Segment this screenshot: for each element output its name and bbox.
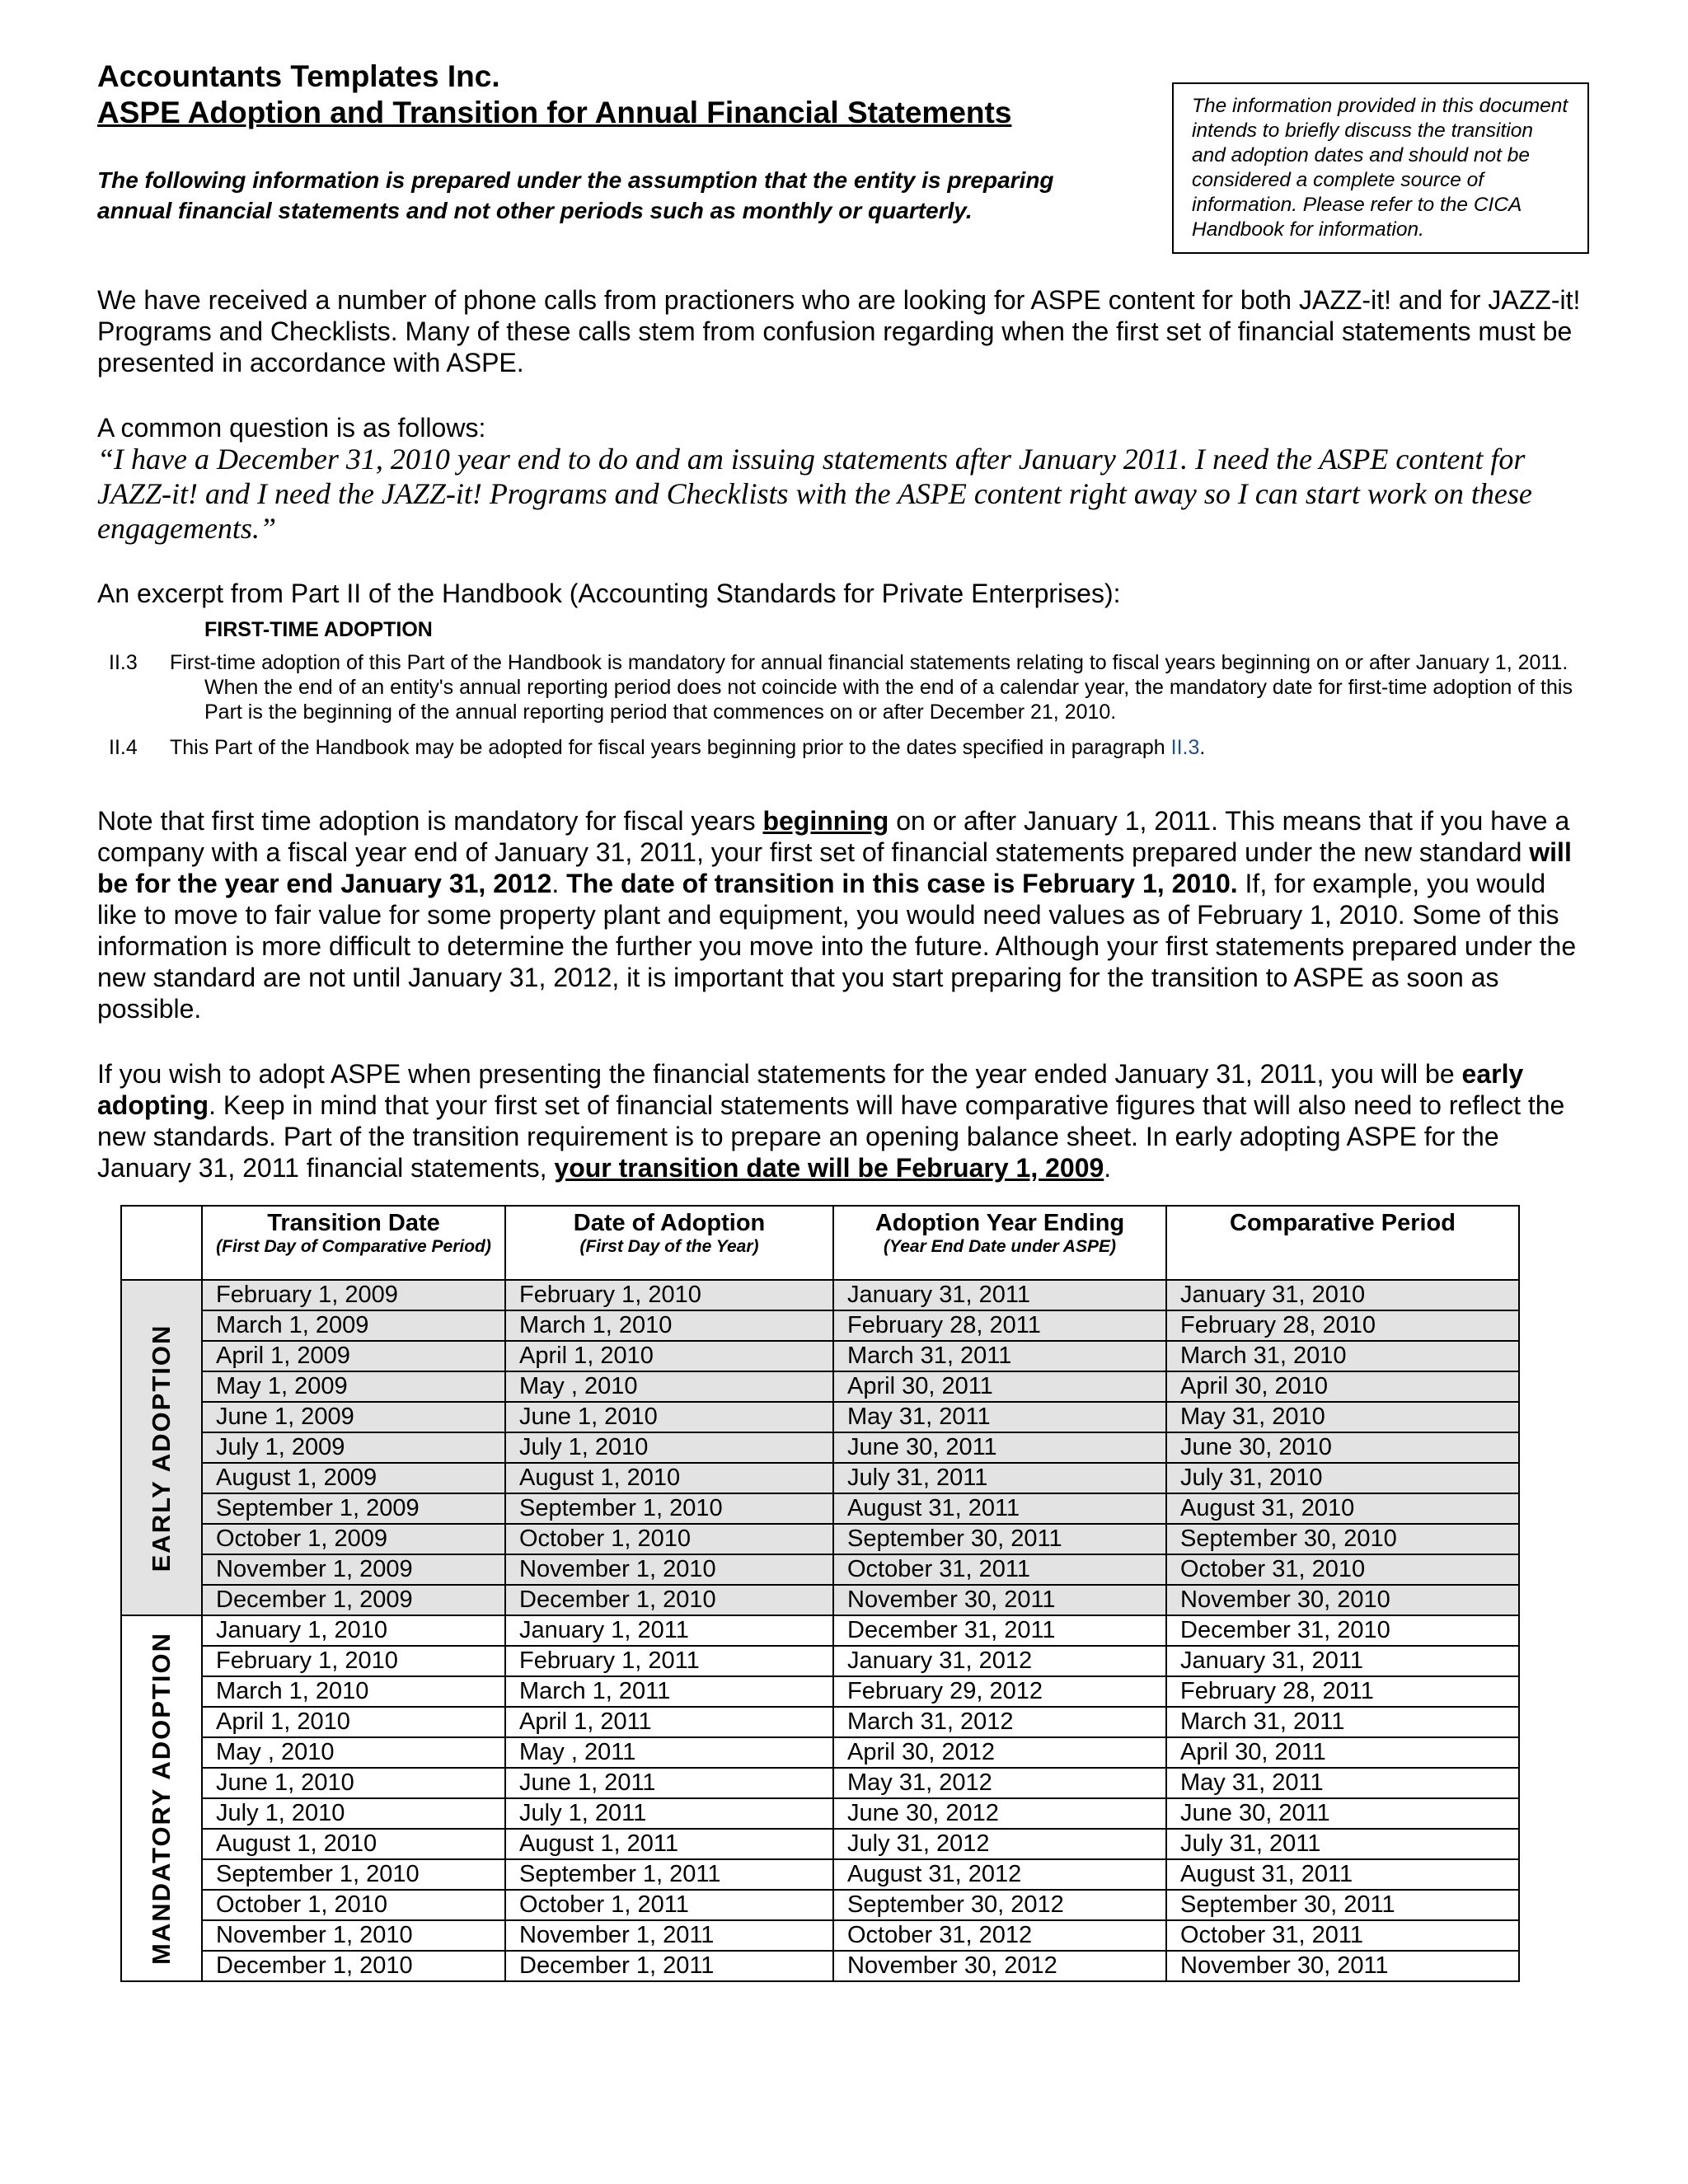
header-title: Adoption Year Ending: [874, 1210, 1125, 1236]
table-cell: November 1, 2010: [505, 1554, 833, 1585]
table-body: [121, 1280, 1519, 1981]
table-cell: June 30, 2010: [1166, 1432, 1519, 1463]
table-cell: June 30, 2011: [1166, 1798, 1519, 1829]
paragraph-ii4-text: [170, 735, 1571, 760]
table-cell: September 30, 2011: [1166, 1890, 1519, 1920]
note-paragraph: [97, 805, 1589, 1024]
table-row: [121, 1737, 1519, 1768]
table-cell: June 30, 2011: [833, 1432, 1166, 1463]
table-row: [121, 1402, 1519, 1432]
table-row: [121, 1524, 1519, 1554]
company-name: Accountants Templates Inc.: [97, 59, 500, 93]
table-cell: February 1, 2009: [202, 1280, 505, 1310]
table-cell: May 31, 2011: [833, 1402, 1166, 1432]
table-cell: February 28, 2011: [833, 1310, 1166, 1341]
table-cell: September 1, 2010: [505, 1493, 833, 1524]
table-cell: August 31, 2010: [1166, 1493, 1519, 1524]
table-row: [121, 1798, 1519, 1829]
table-cell: May , 2010: [202, 1737, 505, 1768]
table-cell: July 31, 2011: [833, 1463, 1166, 1493]
table-cell: January 1, 2011: [505, 1615, 833, 1646]
table-cell: November 30, 2011: [1166, 1951, 1519, 1981]
table-cell: August 31, 2011: [833, 1493, 1166, 1524]
table-cell: September 30, 2012: [833, 1890, 1166, 1920]
assumption-line-1: The following information is prepared under the assumption that the entity is preparing: [97, 167, 1054, 193]
table-row: [121, 1371, 1519, 1402]
example-quote: “I have a December 31, 2010 year end to do and am issuing statements after January 2011. I need the ASPE content for JAZZ-it! and I need the JAZZ-it! Programs and Checklists with the ASPE content right away so I can start work on these engagements.”: [97, 443, 1532, 545]
table-row: [121, 1829, 1519, 1859]
table-cell: August 1, 2010: [202, 1829, 505, 1859]
table-cell: August 1, 2009: [202, 1463, 505, 1493]
table-row: [121, 1707, 1519, 1737]
table-cell: February 1, 2010: [505, 1280, 833, 1310]
header-subtitle: (First Day of the Year): [579, 1237, 759, 1256]
table-cell: April 30, 2011: [1166, 1737, 1519, 1768]
note-emphasis-year-end: will be for the year end January 31, 2012: [97, 837, 1572, 898]
table-cell: October 1, 2009: [202, 1524, 505, 1554]
table-row: [121, 1951, 1519, 1981]
table-cell: May 31, 2010: [1166, 1402, 1519, 1432]
table-cell: March 31, 2011: [833, 1341, 1166, 1371]
table-cell: June 30, 2012: [833, 1798, 1166, 1829]
table-cell: April 1, 2009: [202, 1341, 505, 1371]
disclaimer-box: The information provided in this document intends to briefly discuss the transition and adoption dates and should not be considered a complete source of information. Please refer to the CICA Handbook for information.: [1172, 82, 1589, 254]
table-cell: September 1, 2010: [202, 1859, 505, 1890]
table-row: [121, 1310, 1519, 1341]
table-cell: January 31, 2010: [1166, 1280, 1519, 1310]
question-lead: A common question is as follows:: [97, 413, 486, 443]
note-text-1: Note that first time adoption is mandatory for fiscal years: [97, 806, 763, 836]
table-cell: July 31, 2010: [1166, 1463, 1519, 1493]
table-cell: April 30, 2012: [833, 1737, 1166, 1768]
table-cell: September 30, 2010: [1166, 1524, 1519, 1554]
table-cell: August 31, 2012: [833, 1859, 1166, 1890]
table-row: [121, 1646, 1519, 1676]
paragraph-number-ii3: II.3: [109, 651, 138, 674]
table-cell: March 1, 2010: [202, 1676, 505, 1707]
paragraph-ii3-link[interactable]: II.3: [1170, 736, 1200, 759]
table-cell: September 1, 2009: [202, 1493, 505, 1524]
table-cell: March 1, 2009: [202, 1310, 505, 1341]
table-row: [121, 1280, 1519, 1310]
table-cell: December 1, 2010: [202, 1951, 505, 1981]
table-cell: March 31, 2011: [1166, 1707, 1519, 1737]
table-cell: March 31, 2010: [1166, 1341, 1519, 1371]
table-cell: May , 2010: [505, 1371, 833, 1402]
transition-table: [120, 1205, 1520, 1982]
early-text-1: If you wish to adopt ASPE when presenting the financial statements for the year ended January 31, 2011, you will be: [97, 1059, 1462, 1089]
table-cell: June 1, 2010: [202, 1768, 505, 1798]
table-row: [121, 1676, 1519, 1707]
table-cell: December 1, 2009: [202, 1585, 505, 1615]
table-cell: October 31, 2010: [1166, 1554, 1519, 1585]
table-cell: August 1, 2011: [505, 1829, 833, 1859]
table-row: [121, 1768, 1519, 1798]
note-text-3: .: [551, 869, 567, 898]
table-row: [121, 1859, 1519, 1890]
table-cell: March 1, 2010: [505, 1310, 833, 1341]
table-header-row: [121, 1206, 1519, 1280]
table-cell: January 1, 2010: [202, 1615, 505, 1646]
table-cell: April 30, 2010: [1166, 1371, 1519, 1402]
table-row: [121, 1585, 1519, 1615]
table-cell: October 1, 2010: [202, 1890, 505, 1920]
table-cell: September 30, 2011: [833, 1524, 1166, 1554]
table-cell: April 30, 2011: [833, 1371, 1166, 1402]
note-text-4: If, for example, you would like to move to fair value for some property plant and equipment, you would need values as of February 1, 2010. Some of this information is more difficult to determine the further you move into the future. Although your first statements prepared under the new standard are not until January 31, 2012, it is important that you start preparing for the transition to ASPE as soon as possible.: [97, 869, 1577, 1024]
table-cell: November 1, 2010: [202, 1920, 505, 1951]
table-cell: May 1, 2009: [202, 1371, 505, 1402]
table-cell: February 1, 2010: [202, 1646, 505, 1676]
table-cell: May 31, 2011: [1166, 1768, 1519, 1798]
table-cell: December 1, 2011: [505, 1951, 833, 1981]
handbook-lead: An excerpt from Part II of the Handbook (Accounting Standards for Private Enterprises):: [97, 579, 1121, 608]
table-cell: April 1, 2010: [202, 1707, 505, 1737]
table-cell: June 1, 2010: [505, 1402, 833, 1432]
table-row: [121, 1554, 1519, 1585]
table-cell: May , 2011: [505, 1737, 833, 1768]
table-cell: January 31, 2012: [833, 1646, 1166, 1676]
table-cell: October 1, 2010: [505, 1524, 833, 1554]
table-cell: April 1, 2011: [505, 1707, 833, 1737]
table-row: [121, 1463, 1519, 1493]
header-subtitle: (Year End Date under ASPE): [883, 1237, 1116, 1256]
table-cell: March 31, 2012: [833, 1707, 1166, 1737]
header-comparative-period: [1166, 1206, 1519, 1280]
note-emphasis-transition: The date of transition in this case is February 1, 2010.: [566, 869, 1238, 898]
table-cell: February 28, 2010: [1166, 1310, 1519, 1341]
table-cell: December 31, 2011: [833, 1615, 1166, 1646]
table-cell: October 31, 2012: [833, 1920, 1166, 1951]
header-subtitle: (First Day of Comparative Period): [216, 1237, 491, 1256]
handbook-heading: FIRST-TIME ADOPTION: [204, 618, 433, 641]
early-text-2: . Keep in mind that your first set of financial statements will have comparative figures that will also need to reflect the new standards. Part of the transition requirement is to prepare an opening balance sheet. In early adopting ASPE for the January 31, 2011 financial statements,: [97, 1090, 1565, 1183]
table-row: [121, 1890, 1519, 1920]
early-adoption-paragraph: [97, 1058, 1589, 1183]
table-cell: March 1, 2011: [505, 1676, 833, 1707]
table-cell: January 31, 2011: [833, 1280, 1166, 1310]
early-text-3: .: [1104, 1153, 1112, 1183]
table-cell: February 28, 2011: [1166, 1676, 1519, 1707]
table-cell: February 29, 2012: [833, 1676, 1166, 1707]
table-corner-cell: [121, 1206, 202, 1280]
assumption-line-2: annual financial statements and not other periods such as monthly or quarterly.: [97, 198, 973, 223]
early-adoption-label-cell: [121, 1280, 202, 1615]
table-row: [121, 1493, 1519, 1524]
table-cell: July 31, 2011: [1166, 1829, 1519, 1859]
table-cell: July 1, 2009: [202, 1432, 505, 1463]
mandatory-adoption-label: MANDATORY ADOPTION: [147, 1632, 176, 1965]
note-text-2: on or after January 1, 2011. This means that if you have a company with a fiscal year end of January 31, 2011, your first set of financial statements prepared under the new standard: [97, 806, 1570, 867]
early-emphasis-transition-date: your transition date will be February 1, 2009: [554, 1153, 1104, 1183]
table-cell: October 31, 2011: [1166, 1920, 1519, 1951]
table-cell: January 31, 2011: [1166, 1646, 1519, 1676]
assumption-note: [97, 165, 1136, 226]
early-adoption-label: EARLY ADOPTION: [147, 1324, 176, 1572]
table-cell: December 31, 2010: [1166, 1615, 1519, 1646]
table-cell: May 31, 2012: [833, 1768, 1166, 1798]
table-cell: October 1, 2011: [505, 1890, 833, 1920]
table-cell: November 30, 2011: [833, 1585, 1166, 1615]
paragraph-ii4-body: This Part of the Handbook may be adopted for fiscal years beginning prior to the dates specified in paragraph: [170, 736, 1171, 759]
table-cell: November 1, 2009: [202, 1554, 505, 1585]
table-cell: September 1, 2011: [505, 1859, 833, 1890]
paragraph-ii4-end: .: [1199, 736, 1206, 759]
table-cell: July 31, 2012: [833, 1829, 1166, 1859]
header-adoption-year-ending: [833, 1206, 1166, 1280]
header-title: Date of Adoption: [573, 1210, 766, 1236]
table-cell: August 1, 2010: [505, 1463, 833, 1493]
table-cell: June 1, 2009: [202, 1402, 505, 1432]
table-row: [121, 1615, 1519, 1646]
table-cell: November 1, 2011: [505, 1920, 833, 1951]
paragraph-ii3-text: First-time adoption of this Part of the Handbook is mandatory for annual financial statements relating to fiscal years beginning on or after January 1, 2011. When the end of an entity's annual reporting period does not coincide with the end of a calendar year, the mandatory date for first-time adoption of this Part is the beginning of the annual reporting period that commences on or after December 21, 2010.: [170, 651, 1573, 724]
header-transition-date: [202, 1206, 505, 1280]
header-date-of-adoption: [505, 1206, 833, 1280]
paragraph-number-ii4: II.4: [109, 736, 138, 759]
header-title: Comparative Period: [1230, 1210, 1456, 1236]
header-title: Transition Date: [267, 1210, 440, 1236]
table-cell: February 1, 2011: [505, 1646, 833, 1676]
table-cell: June 1, 2011: [505, 1768, 833, 1798]
table-cell: April 1, 2010: [505, 1341, 833, 1371]
table-cell: July 1, 2010: [202, 1798, 505, 1829]
table-row: [121, 1920, 1519, 1951]
table-row: [121, 1432, 1519, 1463]
early-emphasis: early adopting: [97, 1059, 1524, 1120]
table-cell: November 30, 2012: [833, 1951, 1166, 1981]
table-cell: December 1, 2010: [505, 1585, 833, 1615]
document-title: ASPE Adoption and Transition for Annual Financial Statements: [97, 96, 1012, 129]
table-row: [121, 1341, 1519, 1371]
mandatory-adoption-label-cell: [121, 1615, 202, 1981]
table-cell: August 31, 2011: [1166, 1859, 1519, 1890]
table-cell: July 1, 2010: [505, 1432, 833, 1463]
intro-paragraph: We have received a number of phone calls from practioners who are looking for ASPE content for both JAZZ-it! and for JAZZ-it! Programs and Checklists. Many of these calls stem from confusion regarding when the first set of financial statements must be presented in accordance with ASPE.: [97, 285, 1581, 377]
table-cell: October 31, 2011: [833, 1554, 1166, 1585]
note-emphasis-beginning: beginning: [762, 806, 889, 836]
table-cell: November 30, 2010: [1166, 1585, 1519, 1615]
table-cell: July 1, 2011: [505, 1798, 833, 1829]
